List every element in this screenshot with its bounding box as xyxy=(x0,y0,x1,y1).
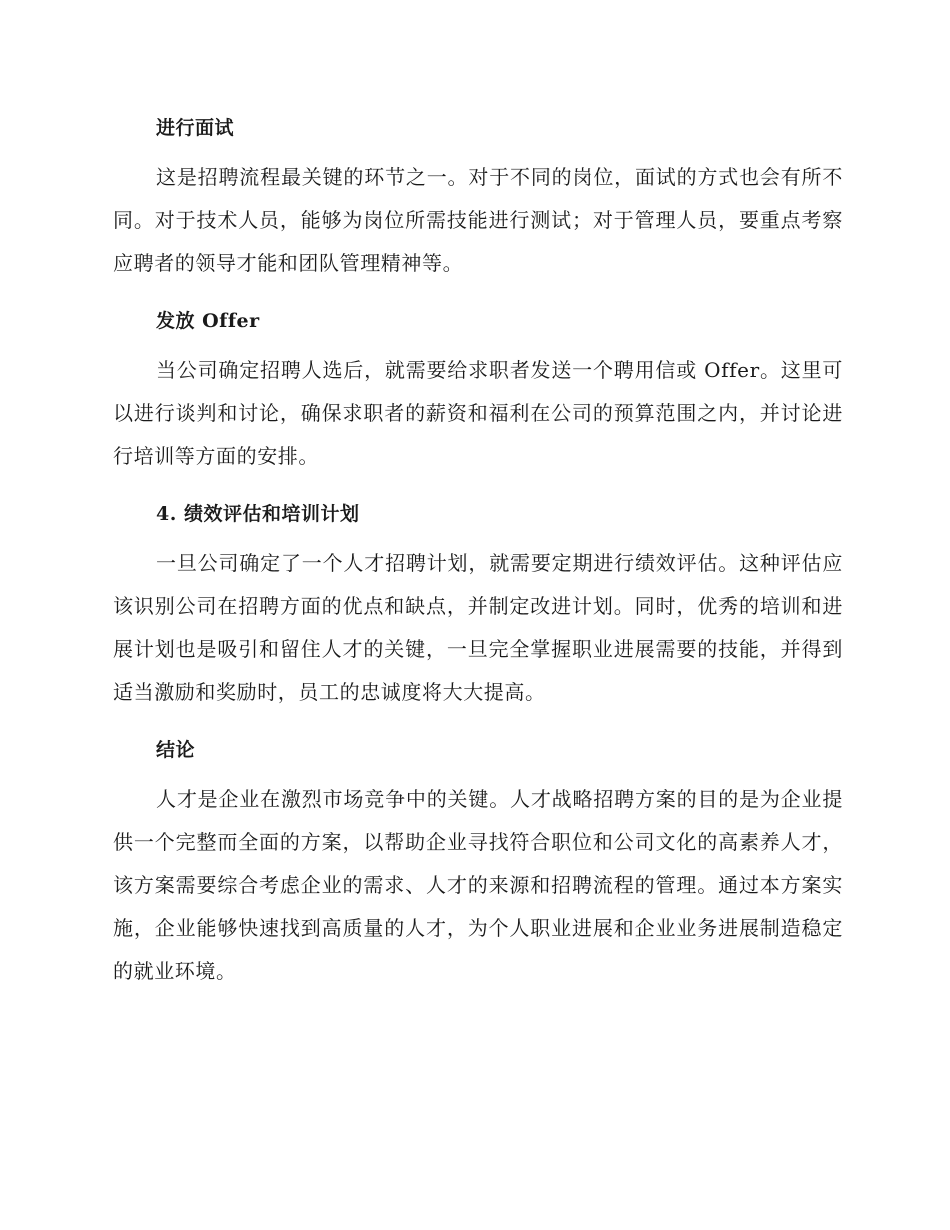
section-paragraph: 当公司确定招聘人选后，就需要给求职者发送一个聘用信或 Offer。这里可以进行谈判和讨论，确保求职者的薪资和福利在公司的预算范围之内，并讨论进行培训等方面的安排。 xyxy=(113,358,843,468)
section-heading: 结论 xyxy=(156,739,196,761)
document-page xyxy=(113,108,843,1009)
section-heading: 进行面试 xyxy=(156,117,235,139)
section-paragraph: 人才是企业在激烈市场竞争中的关键。人才战略招聘方案的目的是为企业提供一个完整而全面的方案，以帮助企业寻找符合职位和公司文化的高素养人才，该方案需要综合考虑企业的需求、人才的来源和招聘流程的管理。通过本方案实施，企业能够快速找到高质量的人才，为个人职业进展和企业业务进展制造稳定的就业环境。 xyxy=(113,787,843,983)
section-conclusion xyxy=(113,730,843,993)
section-performance-training xyxy=(113,494,843,714)
section-offer xyxy=(113,301,843,478)
section-paragraph: 这是招聘流程最关键的环节之一。对于不同的岗位，面试的方式也会有所不同。对于技术人员，能够为岗位所需技能进行测试；对于管理人员，要重点考察应聘者的领导才能和团队管理精神等。 xyxy=(113,165,843,275)
section-heading: 发放 Offer xyxy=(156,310,260,332)
section-interview xyxy=(113,108,843,285)
section-paragraph: 一旦公司确定了一个人才招聘计划，就需要定期进行绩效评估。这种评估应该识别公司在招聘方面的优点和缺点，并制定改进计划。同时，优秀的培训和进展计划也是吸引和留住人才的关键，一旦完全掌握职业进展需要的技能，并得到适当激励和奖励时，员工的忠诚度将大大提高。 xyxy=(113,551,843,704)
section-heading: 4. 绩效评估和培训计划 xyxy=(156,503,360,525)
